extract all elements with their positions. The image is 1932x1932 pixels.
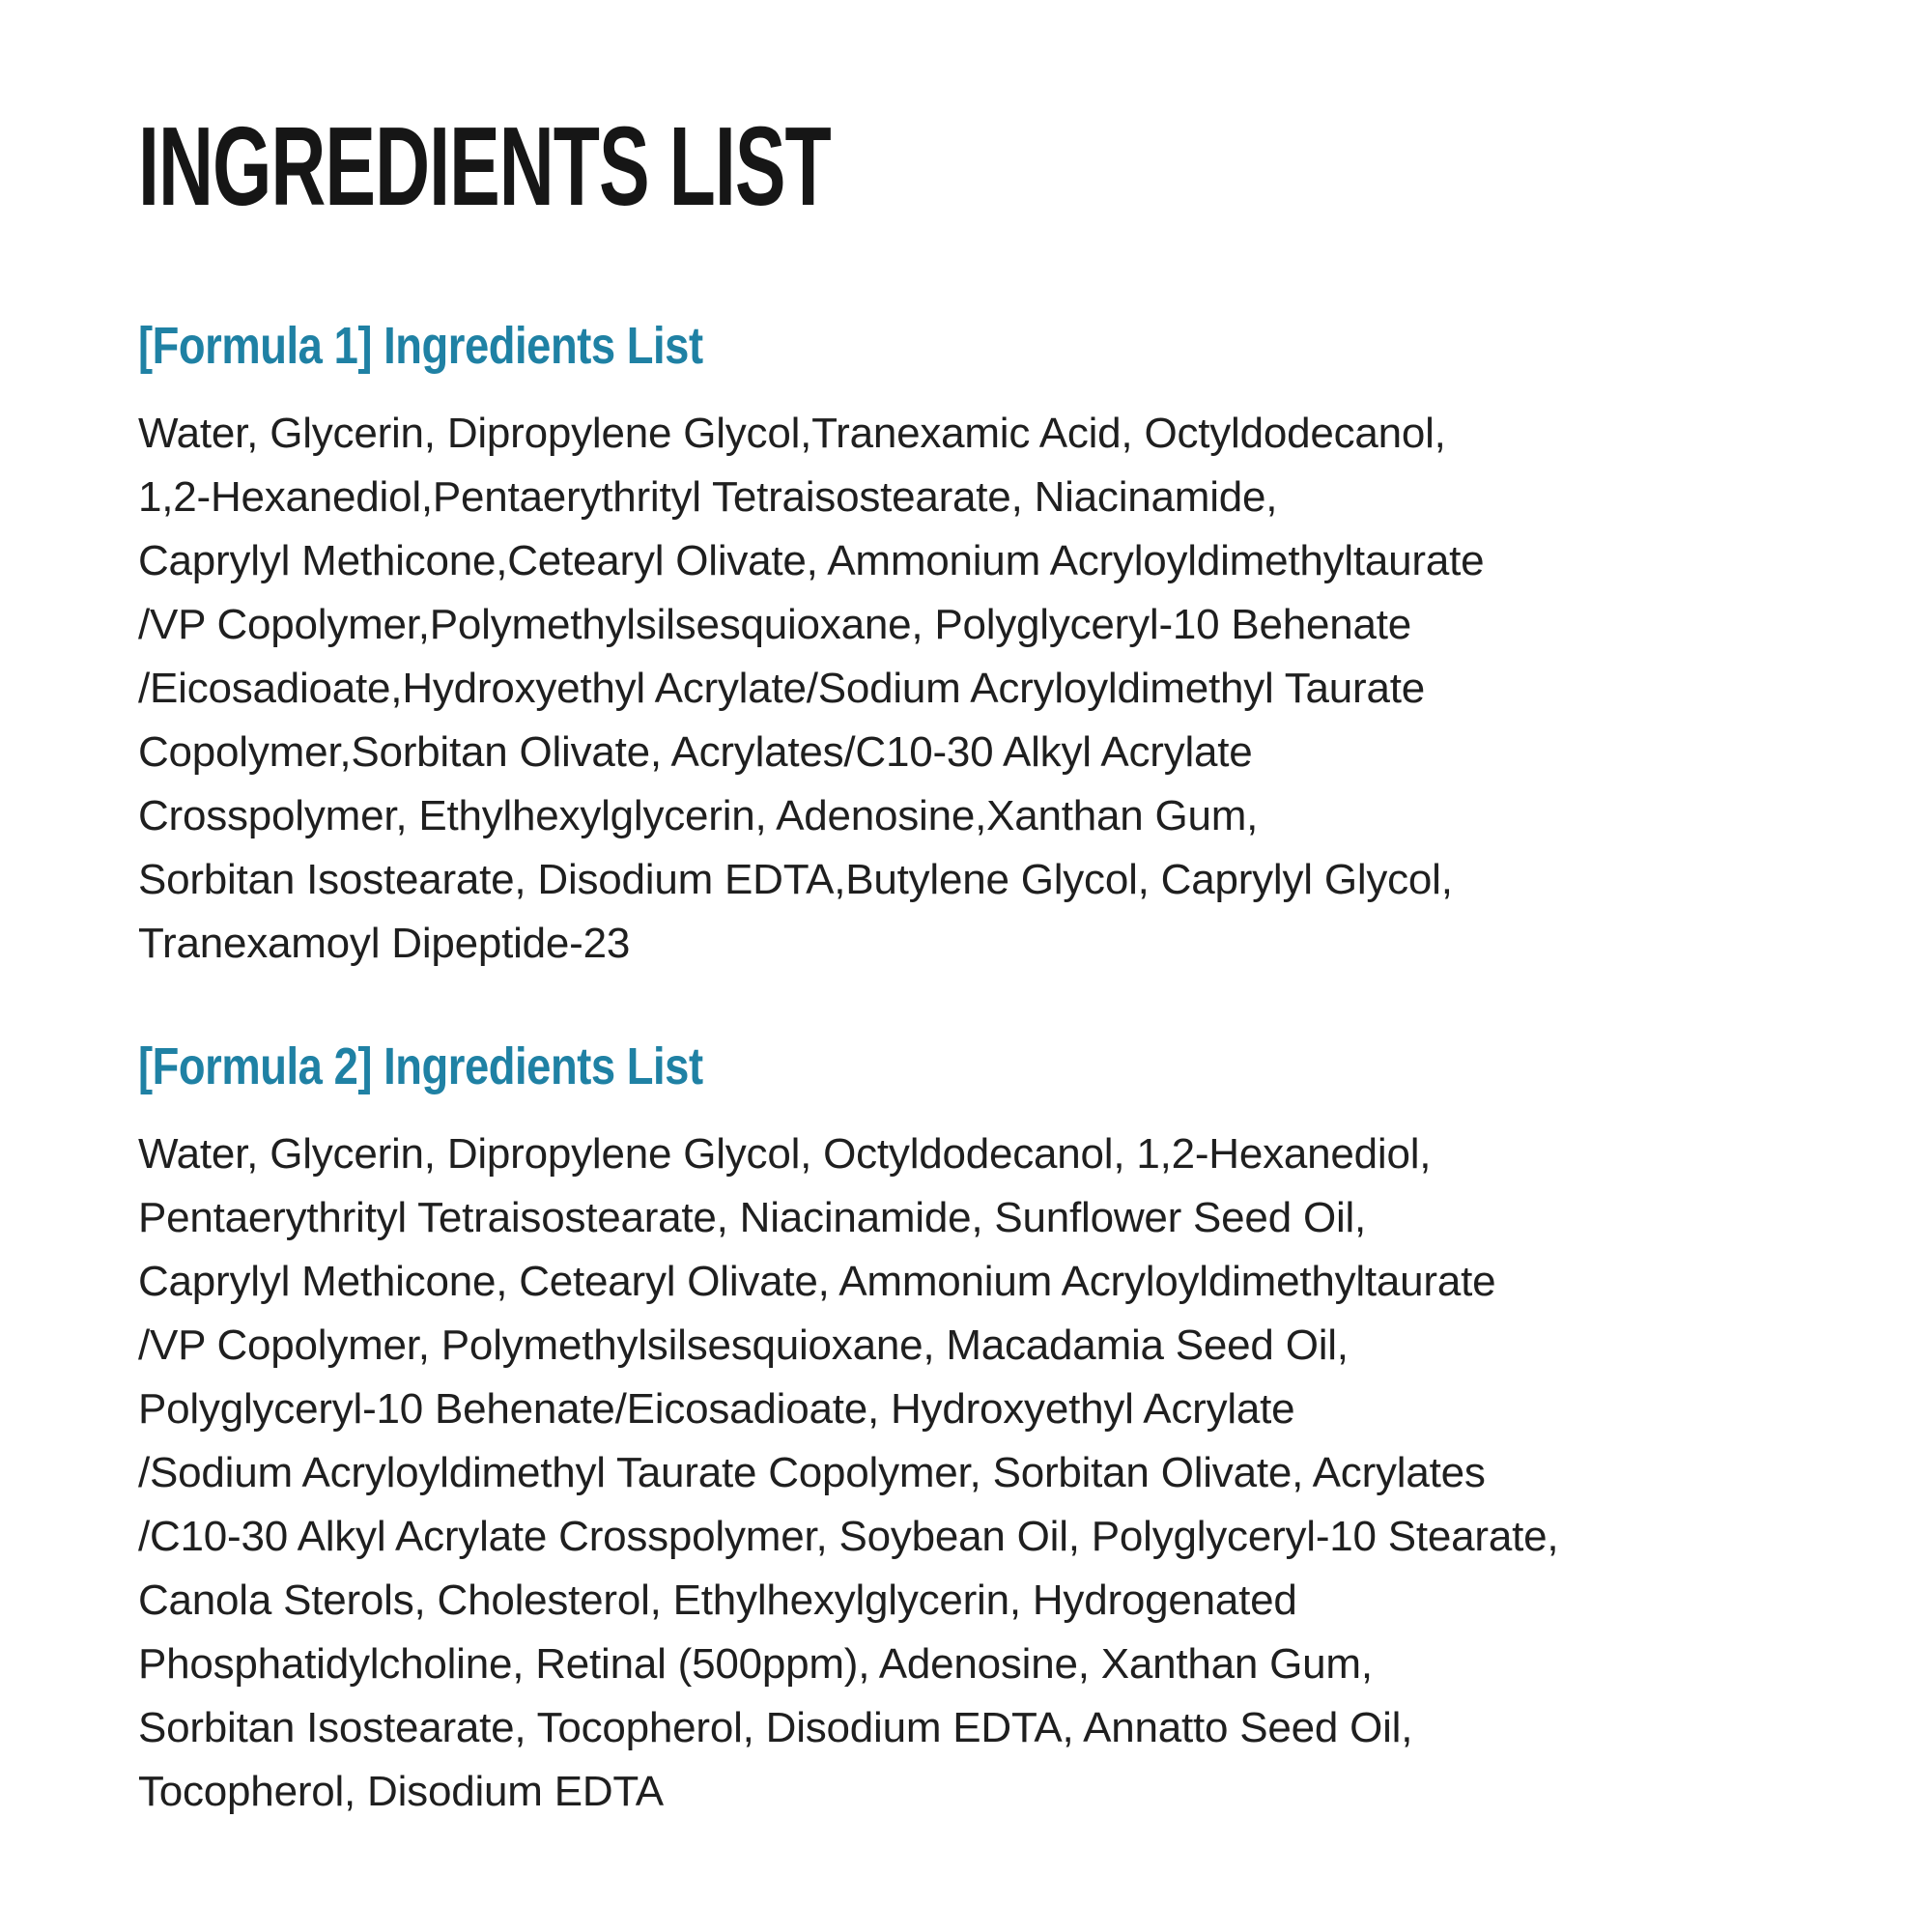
formula-2-ingredients bbox=[138, 1122, 1874, 1824]
ingredients-line: 1,2-Hexanediol,Pentaerythrityl Tetraisostearate, Niacinamide, bbox=[138, 473, 1278, 521]
ingredients-line: Polyglyceryl-10 Behenate/Eicosadioate, Hydroxyethyl Acrylate bbox=[138, 1385, 1295, 1433]
ingredients-line: Water, Glycerin, Dipropylene Glycol,Tranexamic Acid, Octyldodecanol, bbox=[138, 410, 1446, 457]
ingredients-line: Phosphatidylcholine, Retinal (500ppm), Adenosine, Xanthan Gum, bbox=[138, 1640, 1373, 1688]
page-title: INGREDIENTS LIST bbox=[138, 103, 831, 229]
ingredients-line: /VP Copolymer,Polymethylsilsesquioxane, Polyglyceryl-10 Behenate bbox=[138, 601, 1412, 648]
formula-1-ingredients bbox=[138, 402, 1874, 976]
ingredients-line: Crosspolymer, Ethylhexylglycerin, Adenosine,Xanthan Gum, bbox=[138, 792, 1259, 839]
ingredients-line: /C10-30 Alkyl Acrylate Crosspolymer, Soybean Oil, Polyglyceryl-10 Stearate, bbox=[138, 1513, 1559, 1560]
ingredients-line: Tranexamoyl Dipeptide-23 bbox=[138, 920, 631, 967]
formula-1-heading: [Formula 1] Ingredients List bbox=[138, 317, 703, 375]
ingredients-line: Canola Sterols, Cholesterol, Ethylhexylglycerin, Hydrogenated bbox=[138, 1577, 1297, 1624]
ingredients-line: Sorbitan Isostearate, Tocopherol, Disodium EDTA, Annatto Seed Oil, bbox=[138, 1704, 1413, 1751]
ingredients-line: /VP Copolymer, Polymethylsilsesquioxane, Macadamia Seed Oil, bbox=[138, 1321, 1349, 1369]
ingredients-line: Caprylyl Methicone, Cetearyl Olivate, Ammonium Acryloyldimethyltaurate bbox=[138, 1258, 1496, 1305]
ingredients-line: /Sodium Acryloyldimethyl Taurate Copolymer, Sorbitan Olivate, Acrylates bbox=[138, 1449, 1486, 1496]
ingredients-line: Copolymer,Sorbitan Olivate, Acrylates/C10-30 Alkyl Acrylate bbox=[138, 728, 1253, 776]
ingredients-line: Tocopherol, Disodium EDTA bbox=[138, 1768, 664, 1815]
formula-2-heading: [Formula 2] Ingredients List bbox=[138, 1037, 703, 1095]
formula-2-section bbox=[138, 1037, 1874, 1824]
formula-1-section bbox=[138, 317, 1874, 976]
ingredients-line: Pentaerythrityl Tetraisostearate, Niacinamide, Sunflower Seed Oil, bbox=[138, 1194, 1367, 1241]
ingredients-line: Caprylyl Methicone,Cetearyl Olivate, Ammonium Acryloyldimethyltaurate bbox=[138, 537, 1485, 584]
ingredients-line: Water, Glycerin, Dipropylene Glycol, Octyldodecanol, 1,2-Hexanediol, bbox=[138, 1130, 1432, 1178]
ingredients-line: Sorbitan Isostearate, Disodium EDTA,Butylene Glycol, Caprylyl Glycol, bbox=[138, 856, 1453, 903]
ingredients-line: /Eicosadioate,Hydroxyethyl Acrylate/Sodium Acryloyldimethyl Taurate bbox=[138, 665, 1425, 712]
